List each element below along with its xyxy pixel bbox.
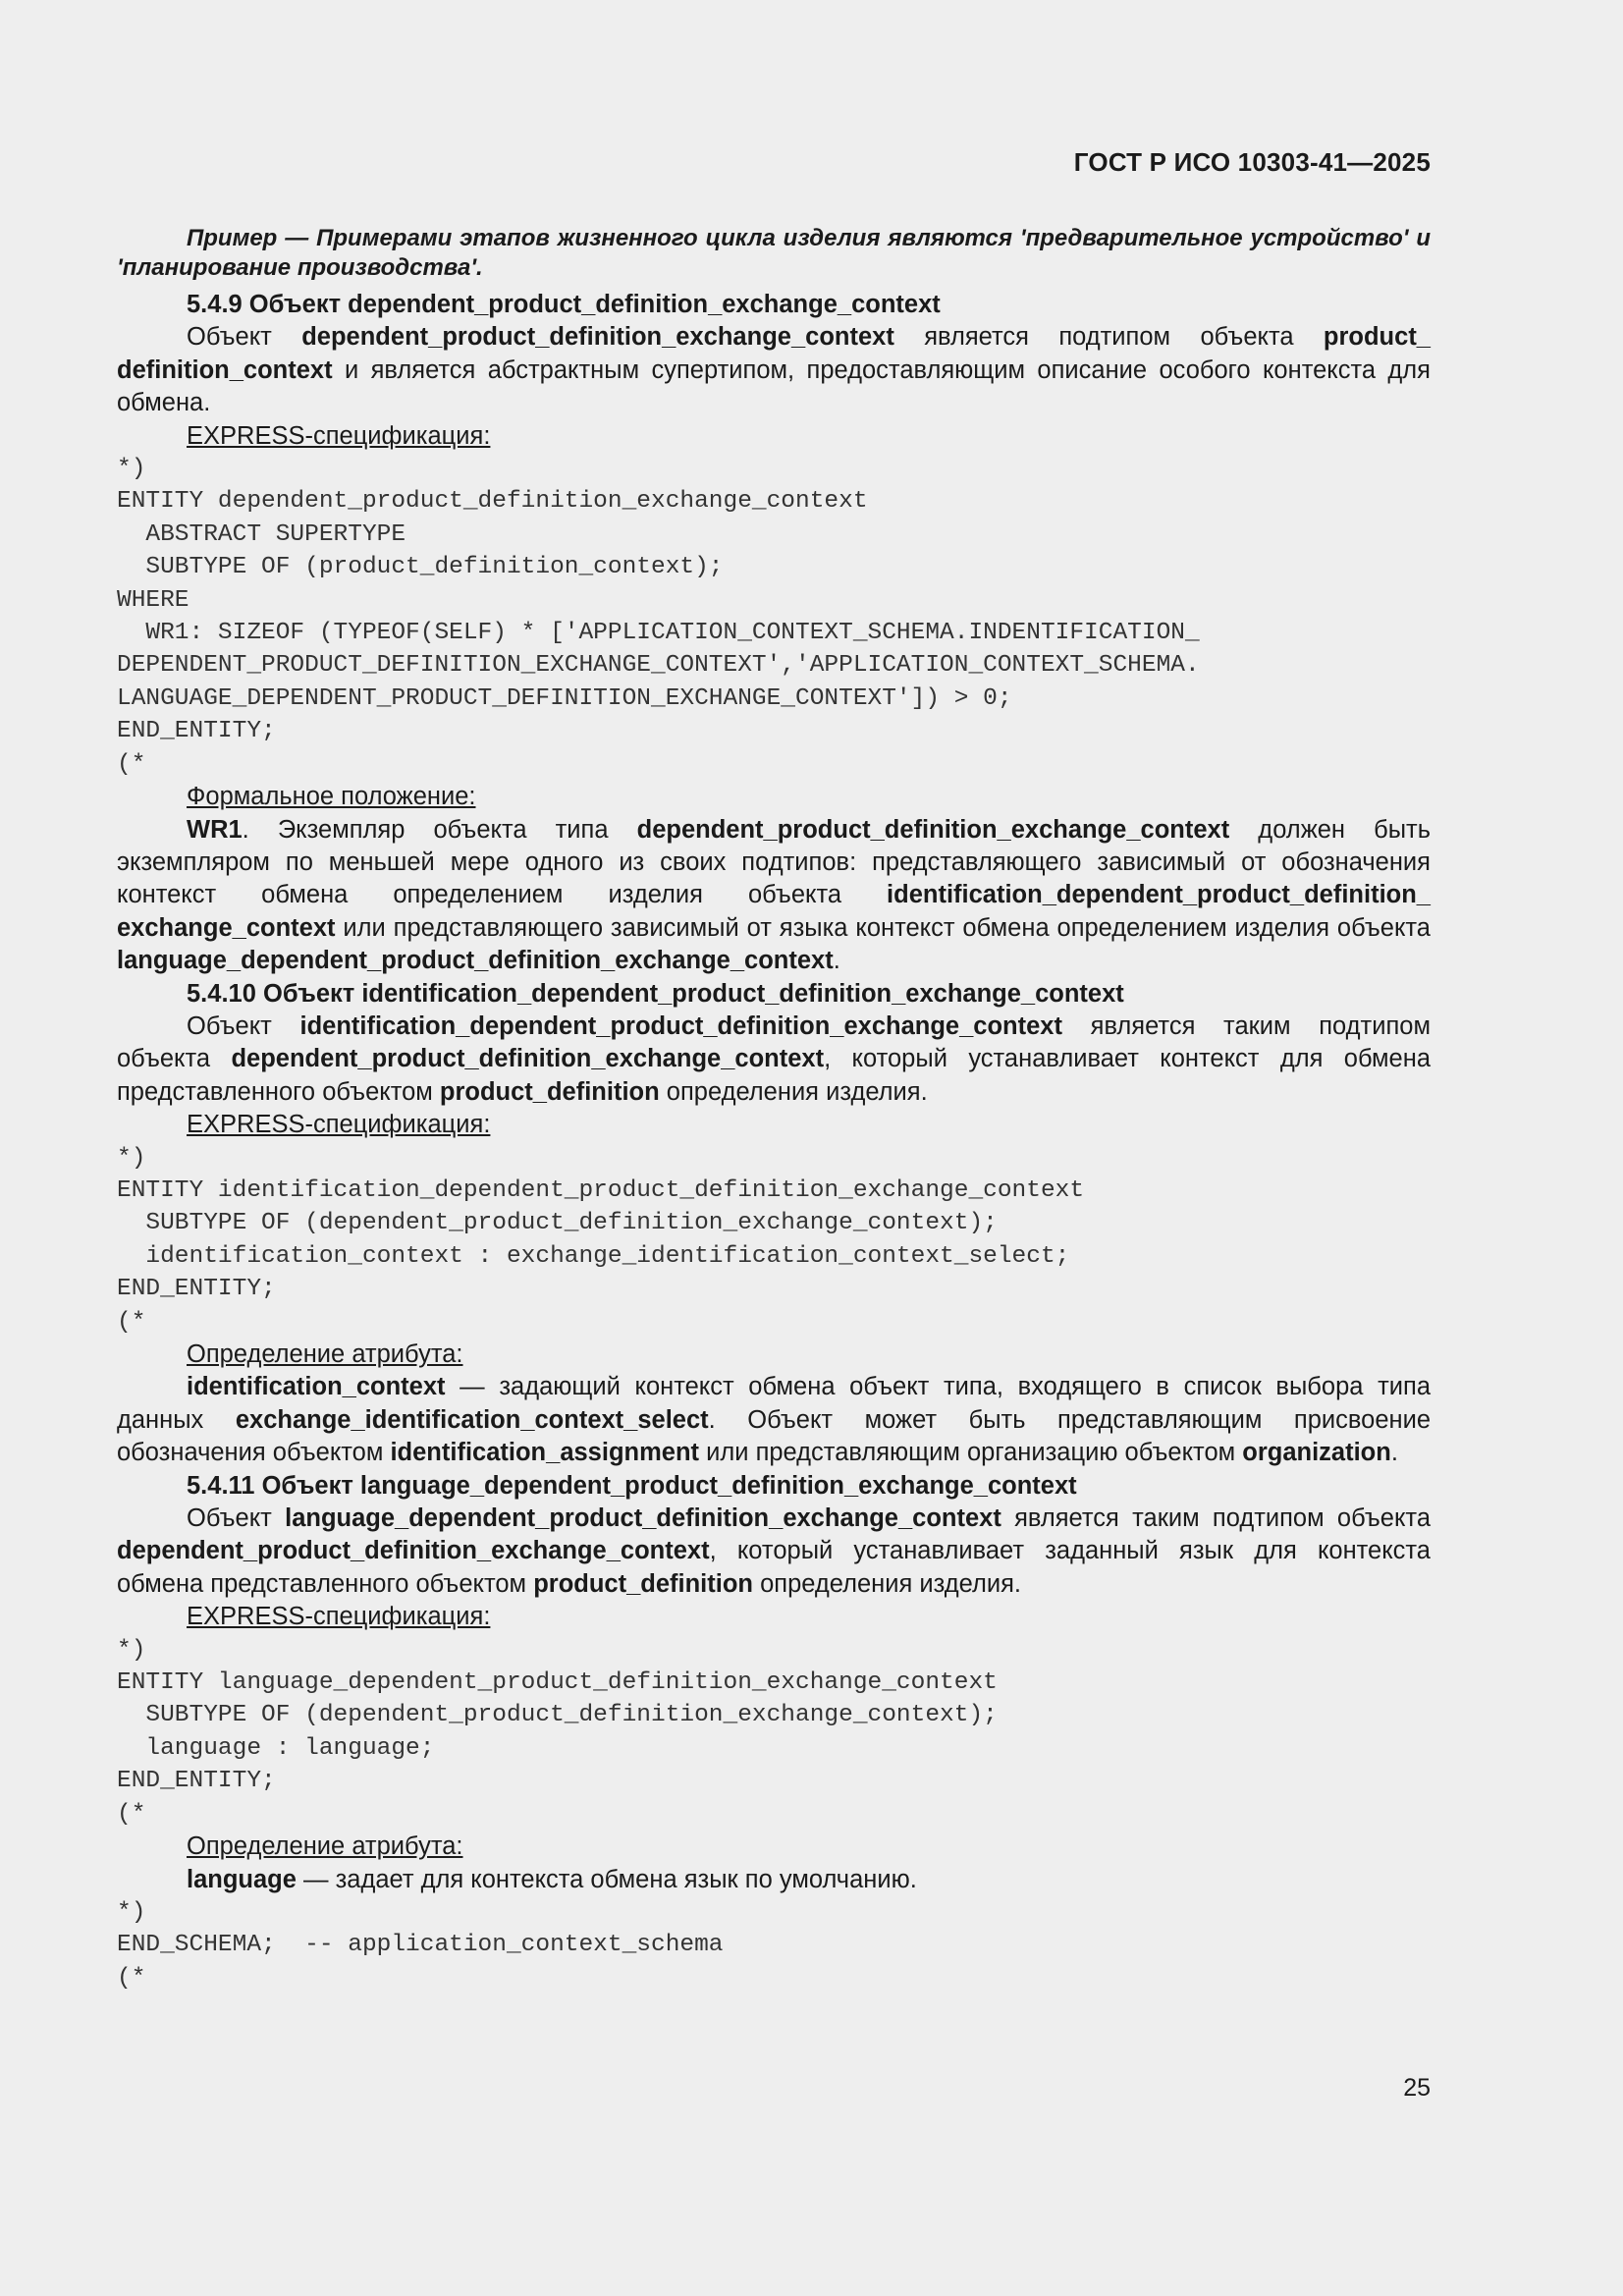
entity-name: product_definition [533,1569,753,1598]
express-code-5410: *) ENTITY identification_dependent_product_definition_exchange_context SUBTYPE OF (dependent_product_definition_exchange_context); identification_context : exchange_identification_context_select; END_ENTITY; (* [117,1144,1085,1336]
text: является таким подтипом объекта [1001,1504,1431,1533]
express-spec-label: EXPRESS-спецификация: [187,1111,491,1139]
attribute-name: language [187,1865,297,1893]
attribute-definition-label: Определение атрибута: [187,1340,463,1368]
text: должен быть экземпляром по меньшей мере одного из своих подтипов: представляющего зависимый от обозначения контекст обмена определением изделия объекта [117,815,1431,909]
text: . [833,947,840,975]
type-name: exchange_identification_context_select [235,1405,709,1434]
entity-name: identification_dependent_product_definition_exchange_context [299,1011,1062,1040]
text: и является абстрактным супертипом, предоставляющим описание особого контекста для обмена. [117,355,1431,417]
attribute-definition-5411 [117,1864,1431,1896]
express-code-549: *) ENTITY dependent_product_definition_exchange_context ABSTRACT SUPERTYPE SUBTYPE OF (product_definition_context); WHERE WR1: SIZEOF (TYPEOF(SELF) * ['APPLICATION_CONTEXT_SCHEMA.INDENTIFICATION_ DEPENDENT_PRODUCT_DEFINITION_EXCHANGE_CONTEXT','APPLICATION_CONTEXT_SCHEMA. LANGUAGE_DEPENDENT_PRODUCT_DEFINITION_EXCHANGE_CONTEXT']) > 0; END_ENTITY; (* [117,456,1200,778]
text: определения изделия. [753,1569,1021,1598]
attribute-definition-label: Определение атрибута: [187,1832,463,1861]
entity-name: dependent_product_definition_exchange_context [231,1045,825,1073]
text: — задает для контекста обмена язык по умолчанию. [296,1865,917,1893]
text: . [1390,1439,1398,1467]
entity-name: dependent_product_definition_exchange_context [301,323,894,352]
express-code-end-schema: *) END_SCHEMA; -- application_context_schema (* [117,1898,724,1992]
text: , который устанавливает заданный язык для контекста обмена представленного объектом [117,1537,1431,1598]
entity-name: dependent_product_definition_exchange_context [636,815,1230,844]
text: определения изделия. [659,1077,928,1106]
section-5411-paragraph [117,1503,1431,1601]
text: является подтипом объекта [893,323,1324,352]
entity-name: language_dependent_product_definition_exchange_context [285,1504,1001,1533]
formal-proposition-label: Формальное положение: [187,783,476,811]
text: является таким подтипом объекта [117,1011,1431,1073]
text: Объект [187,1011,300,1040]
section-heading-549: 5.4.9 Объект dependent_product_definition_exchange_context [187,291,941,318]
entity-name: identification_dependent_product_definition_ exchange_context [117,881,1431,942]
express-spec-label: EXPRESS-спецификация: [187,421,491,450]
entity-name: organization [1242,1439,1391,1467]
text: , который устанавливает контекст для обмена представленного объектом [117,1045,1431,1106]
text: Объект [187,323,302,352]
attribute-name: identification_context [187,1373,446,1401]
entity-name: language_dependent_product_definition_exchange_context [117,947,834,975]
attribute-definition-5410 [117,1371,1431,1469]
section-heading-5411: 5.4.11 Объект language_dependent_product_definition_exchange_context [187,1471,1077,1500]
example-note: Пример — Примерами этапов жизненного цикла изделия являются 'предварительное устройство' и 'планирование производства'. [117,225,1431,281]
section-5410-paragraph [117,1011,1431,1109]
entity-name: product_definition [439,1077,660,1106]
wr1-paragraph [117,814,1431,978]
text: Объект [187,1504,286,1533]
text: . Объект может быть представляющим присвоение обозначения объектом [117,1405,1432,1467]
section-heading-5410: 5.4.10 Объект identification_dependent_product_definition_exchange_context [187,979,1124,1008]
rule-name: WR1 [187,815,243,844]
section-549-paragraph [117,321,1431,419]
express-code-5411: *) ENTITY language_dependent_product_definition_exchange_context SUBTYPE OF (dependent_product_definition_exchange_context); language : language; END_ENTITY; (* [117,1636,998,1828]
entity-name: product_ definition_context [117,323,1431,384]
text: или представляющего зависимый от языка контекст обмена определением изделия объекта [335,913,1431,942]
text: — задающий контекст обмена объект типа, входящего в список выбора типа данных [117,1373,1431,1434]
entity-name: identification_assignment [390,1439,700,1467]
express-spec-label: EXPRESS-спецификация: [187,1603,491,1631]
entity-name: dependent_product_definition_exchange_context [117,1537,710,1565]
page-content [117,224,1431,1995]
page-number: 25 [1403,2074,1431,2102]
standard-header: ГОСТ Р ИСО 10303-41—2025 [1073,147,1431,177]
text: . Экземпляр объекта типа [242,815,637,844]
text: или представляющим организацию объектом [699,1439,1243,1467]
